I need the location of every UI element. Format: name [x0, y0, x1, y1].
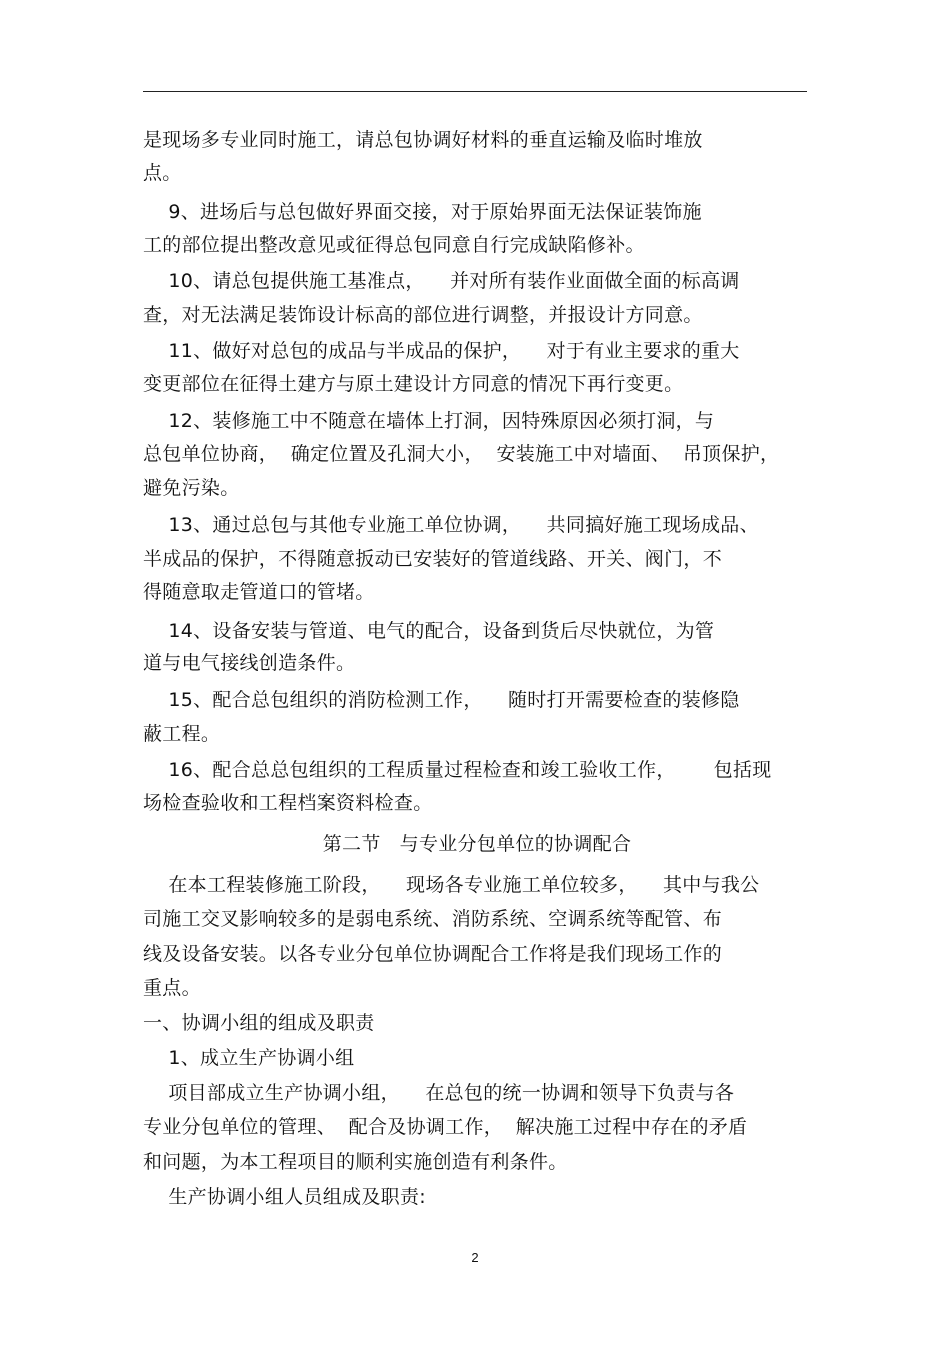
text-line: 半成品的保护，不得随意扳动已安装好的管道线路、开关、阀门，不: [143, 548, 723, 570]
text-line: 15、配合总包组织的消防检测工作， 随时打开需要检查的装修隐: [143, 689, 740, 711]
text-line: 线及设备安装。以各专业分包单位协调配合工作将是我们现场工作的: [143, 943, 723, 965]
text-line: 总包单位协商， 确定位置及孔洞大小， 安装施工中对墙面、 吊顶保护，: [143, 443, 780, 465]
text-line: 13、通过总包与其他专业施工单位协调， 共同搞好施工现场成品、: [143, 514, 759, 536]
text-line: 变更部位在征得土建方与原土建设计方同意的情况下再行变更。: [143, 373, 684, 395]
text-line: 工的部位提出整改意见或征得总包同意自行完成缺陷修补。: [143, 234, 645, 256]
section-heading: 第二节 与专业分包单位的协调配合: [322, 833, 632, 855]
text-line: 司施工交叉影响较多的是弱电系统、消防系统、空调系统等配管、布: [143, 908, 723, 930]
text-line: 11、做好对总包的成品与半成品的保护， 对于有业主要求的重大: [143, 340, 740, 362]
text-line: 专业分包单位的管理、 配合及协调工作， 解决施工过程中存在的矛盾: [143, 1116, 748, 1138]
text-line: 9、进场后与总包做好界面交接，对于原始界面无法保证装饰施: [143, 201, 702, 223]
text-line: 12、装修施工中不随意在墙体上打洞，因特殊原因必须打洞，与: [143, 410, 715, 432]
page-number: 2: [471, 1250, 479, 1265]
text-line: 在本工程装修施工阶段， 现场各专业施工单位较多， 其中与我公: [143, 874, 760, 896]
text-line: 是现场多专业同时施工，请总包协调好材料的垂直运输及临时堆放: [143, 129, 703, 151]
text-line: 道与电气接线创造条件。: [143, 652, 356, 674]
text-line: 生产协调小组人员组成及职责:: [143, 1186, 426, 1208]
subheading: 1、成立生产协调小组: [143, 1047, 355, 1069]
text-line: 查，对无法满足装饰设计标高的部位进行调整，并报设计方同意。: [143, 304, 703, 326]
text-line: 16、配合总总包组织的工程质量过程检查和竣工验收工作， 包括现: [143, 759, 772, 781]
text-line: 点。: [143, 162, 182, 184]
text-line: 场检查验收和工程档案资料检查。: [143, 792, 433, 814]
text-line: 重点。: [143, 977, 201, 999]
text-line: 避免污染。: [143, 477, 240, 499]
text-line: 14、设备安装与管道、电气的配合，设备到货后尽快就位，为管: [143, 620, 715, 642]
text-line: 和问题，为本工程项目的顺利实施创造有利条件。: [143, 1151, 568, 1173]
text-line: 项目部成立生产协调小组， 在总包的统一协调和领导下负责与各: [143, 1082, 735, 1104]
header-rule: [143, 91, 807, 92]
text-line: 10、请总包提供施工基准点， 并对所有装作业面做全面的标高调: [143, 270, 740, 292]
subheading: 一、协调小组的组成及职责: [143, 1012, 375, 1034]
text-line: 得随意取走管道口的管堵。: [143, 581, 375, 603]
text-line: 蔽工程。: [143, 723, 221, 745]
